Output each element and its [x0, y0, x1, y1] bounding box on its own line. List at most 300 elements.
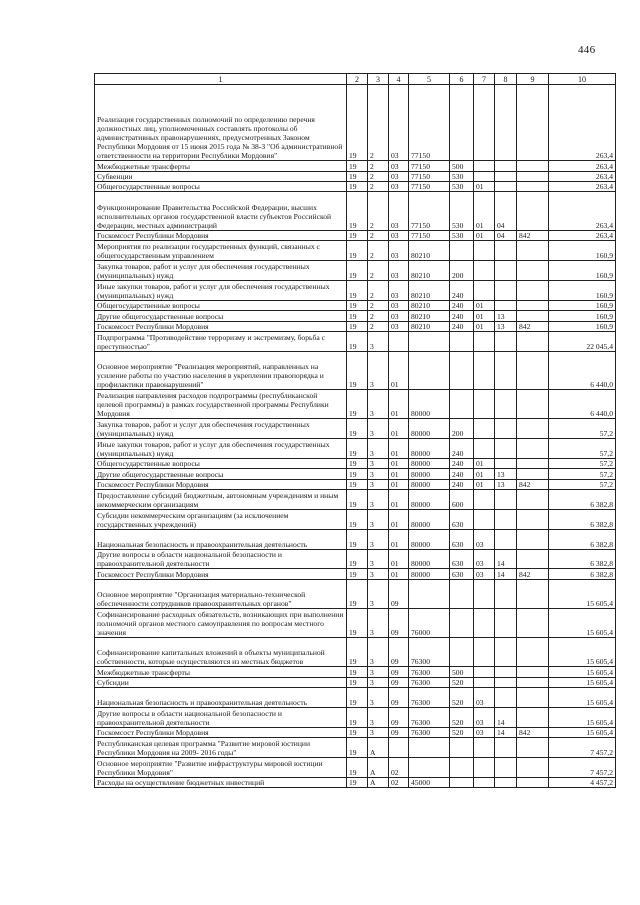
code-cell: 240 [450, 469, 474, 479]
code-cell: 19 [347, 459, 368, 469]
code-cell: 19 [347, 549, 368, 569]
code-cell [495, 300, 517, 310]
code-cell: 77150 [409, 181, 450, 191]
code-cell [517, 181, 549, 191]
code-cell: 520 [450, 727, 474, 737]
code-cell: 01 [474, 230, 495, 240]
amount-cell: 263,4 [549, 171, 616, 181]
table-row [95, 757, 616, 777]
code-cell: 842 [517, 479, 549, 489]
code-cell [517, 459, 549, 469]
code-cell [517, 667, 549, 677]
amount-cell: 6 382,8 [549, 529, 616, 549]
column-header: 9 [517, 74, 549, 85]
code-cell: 520 [450, 677, 474, 687]
amount-cell: 263,4 [549, 230, 616, 240]
code-cell: 80000 [409, 569, 450, 579]
row-name-cell: Реализация направления расходов подпрограммы (республиканской целевой программы) в рамках государственной программы Республики Мордовия [95, 390, 347, 419]
code-cell: 03 [389, 241, 409, 261]
row-name-cell: Подпрограмма "Противодействие терроризму и экстремизму, борьба с преступностью" [95, 331, 347, 351]
table-row [95, 321, 616, 331]
code-cell: 19 [347, 230, 368, 240]
code-cell [495, 677, 517, 687]
code-cell: 19 [347, 609, 368, 638]
code-cell: 3 [368, 609, 389, 638]
code-cell: 01 [389, 549, 409, 569]
code-cell: 19 [347, 241, 368, 261]
column-header: 5 [409, 74, 450, 85]
code-cell: 01 [389, 419, 409, 439]
code-cell: 630 [450, 549, 474, 569]
code-cell [450, 351, 474, 390]
code-cell: 01 [474, 479, 495, 489]
row-name-cell: Госкомсост Республики Мордовия [95, 569, 347, 579]
table-row [95, 569, 616, 579]
code-cell [474, 510, 495, 530]
code-cell: 03 [389, 181, 409, 191]
code-cell: 19 [347, 300, 368, 310]
code-cell: 80000 [409, 390, 450, 419]
table-row [95, 419, 616, 439]
code-cell [495, 757, 517, 777]
code-cell [495, 241, 517, 261]
code-cell: 3 [368, 490, 389, 510]
code-cell: 240 [450, 280, 474, 300]
row-name-cell: Госкомсост Республики Мордовия [95, 479, 347, 489]
code-cell [495, 161, 517, 171]
code-cell: А [368, 738, 389, 758]
code-cell: 19 [347, 85, 368, 161]
code-cell [517, 351, 549, 390]
code-cell: 03 [389, 161, 409, 171]
row-name-cell: Основное мероприятие "Развитие инфраструктуры мировой юстиции Республики Мордовия" [95, 757, 347, 777]
code-cell: 14 [495, 569, 517, 579]
amount-cell: 6 382,8 [549, 490, 616, 510]
row-name-cell: Функционирование Правительства Российской Федерации, высших исполнительных органов государственной власти субъектов Российской Федерации, местных администраций [95, 192, 347, 231]
code-cell: 3 [368, 459, 389, 469]
table-row [95, 230, 616, 240]
code-cell: 03 [389, 280, 409, 300]
code-cell [474, 638, 495, 667]
table-row [95, 667, 616, 677]
code-cell: 530 [450, 192, 474, 231]
code-cell [517, 510, 549, 530]
amount-cell: 15 605,4 [549, 727, 616, 737]
amount-cell: 263,4 [549, 192, 616, 231]
amount-cell: 6 440,0 [549, 390, 616, 419]
amount-cell: 6 382,8 [549, 569, 616, 579]
amount-cell: 160,9 [549, 280, 616, 300]
code-cell [450, 85, 474, 161]
row-name-cell: Иные закупки товаров, работ и услуг для обеспечения государственных (муниципальных) нужд [95, 439, 347, 459]
code-cell: 77150 [409, 230, 450, 240]
table-row [95, 311, 616, 321]
code-cell [495, 390, 517, 419]
code-cell: 3 [368, 638, 389, 667]
code-cell: 03 [389, 300, 409, 310]
code-cell: 80210 [409, 241, 450, 261]
code-cell: 530 [450, 171, 474, 181]
amount-cell: 263,4 [549, 181, 616, 191]
code-cell [517, 419, 549, 439]
column-header: 7 [474, 74, 495, 85]
code-cell [474, 609, 495, 638]
amount-cell: 57,2 [549, 479, 616, 489]
row-name-cell: Закупка товаров, работ и услуг для обеспечения государственных (муниципальных) нужд [95, 419, 347, 439]
code-cell: А [368, 777, 389, 787]
code-cell [474, 490, 495, 510]
table-row [95, 390, 616, 419]
code-cell: 842 [517, 727, 549, 737]
amount-cell: 15 605,4 [549, 677, 616, 687]
code-cell [517, 677, 549, 687]
code-cell [517, 757, 549, 777]
code-cell: 03 [389, 230, 409, 240]
code-cell: 842 [517, 321, 549, 331]
table-row [95, 727, 616, 737]
code-cell: 3 [368, 677, 389, 687]
code-cell: 19 [347, 569, 368, 579]
row-name-cell: Межбюджетные трансферты [95, 667, 347, 677]
code-cell: 01 [389, 529, 409, 549]
code-cell: 09 [389, 688, 409, 708]
code-cell: 19 [347, 351, 368, 390]
code-cell: 2 [368, 280, 389, 300]
code-cell: 630 [450, 529, 474, 549]
code-cell: 80000 [409, 549, 450, 569]
code-cell [474, 280, 495, 300]
code-cell [474, 331, 495, 351]
table-row [95, 777, 616, 787]
row-name-cell: Национальная безопасность и правоохранительная деятельность [95, 688, 347, 708]
code-cell [450, 579, 474, 608]
code-cell [495, 171, 517, 181]
code-cell: 76000 [409, 609, 450, 638]
code-cell: 03 [389, 321, 409, 331]
code-cell: 3 [368, 688, 389, 708]
table-row [95, 351, 616, 390]
code-cell: 630 [450, 569, 474, 579]
code-cell: 03 [474, 688, 495, 708]
code-cell: 2 [368, 241, 389, 261]
amount-cell: 4 457,2 [549, 777, 616, 787]
code-cell: 2 [368, 181, 389, 191]
code-cell [517, 777, 549, 787]
code-cell: 240 [450, 300, 474, 310]
code-cell [474, 390, 495, 419]
code-cell [495, 419, 517, 439]
code-cell: 80000 [409, 479, 450, 489]
code-cell [517, 171, 549, 181]
row-name-cell: Общегосударственные вопросы [95, 181, 347, 191]
code-cell: 19 [347, 161, 368, 171]
code-cell: 240 [450, 439, 474, 459]
table-row [95, 579, 616, 608]
code-cell: 03 [389, 171, 409, 181]
code-cell [517, 161, 549, 171]
code-cell: 80000 [409, 529, 450, 549]
table-row [95, 688, 616, 708]
code-cell: 03 [474, 707, 495, 727]
code-cell: 240 [450, 311, 474, 321]
row-name-cell: Другие вопросы в области национальной безопасности и правоохранительной деятельности [95, 549, 347, 569]
code-cell: 19 [347, 688, 368, 708]
code-cell [495, 579, 517, 608]
code-cell: 09 [389, 579, 409, 608]
code-cell: 03 [389, 261, 409, 281]
code-cell: 01 [474, 469, 495, 479]
code-cell [495, 638, 517, 667]
code-cell: 3 [368, 529, 389, 549]
code-cell [517, 609, 549, 638]
amount-cell: 6 382,8 [549, 510, 616, 530]
page-number: 446 [578, 44, 596, 56]
code-cell: 3 [368, 569, 389, 579]
code-cell: 01 [389, 569, 409, 579]
code-cell: 03 [389, 85, 409, 161]
code-cell: 200 [450, 419, 474, 439]
code-cell: 2 [368, 171, 389, 181]
code-cell: 01 [389, 351, 409, 390]
column-header: 2 [347, 74, 368, 85]
code-cell [474, 738, 495, 758]
code-cell: 3 [368, 549, 389, 569]
table-row [95, 280, 616, 300]
row-name-cell: Субсидии [95, 677, 347, 687]
code-cell: 01 [474, 181, 495, 191]
code-cell: 80000 [409, 459, 450, 469]
code-cell [474, 419, 495, 439]
column-header: 10 [549, 74, 616, 85]
code-cell: 2 [368, 85, 389, 161]
code-cell: 04 [495, 192, 517, 231]
code-cell: 45000 [409, 777, 450, 787]
code-cell: 76300 [409, 677, 450, 687]
code-cell: 240 [450, 459, 474, 469]
code-cell: 80210 [409, 300, 450, 310]
code-cell: 2 [368, 192, 389, 231]
code-cell: 03 [474, 529, 495, 549]
code-cell: 80000 [409, 469, 450, 479]
code-cell: 2 [368, 300, 389, 310]
table-row [95, 192, 616, 231]
code-cell [389, 738, 409, 758]
table-row [95, 469, 616, 479]
table-row [95, 181, 616, 191]
code-cell: 14 [495, 707, 517, 727]
code-cell: 01 [389, 469, 409, 479]
code-cell [517, 688, 549, 708]
table-row [95, 549, 616, 569]
code-cell: 80000 [409, 419, 450, 439]
amount-cell: 15 605,4 [549, 667, 616, 677]
code-cell [495, 459, 517, 469]
table-row [95, 609, 616, 638]
code-cell: 09 [389, 667, 409, 677]
code-cell: 19 [347, 579, 368, 608]
code-cell [450, 331, 474, 351]
row-name-cell: Основное мероприятие "Реализация мероприятий, направленных на усиление работы по участию населения в укреплении правопорядка и профилактики правонарушений" [95, 351, 347, 390]
table-row [95, 171, 616, 181]
code-cell: 80210 [409, 280, 450, 300]
code-cell: 2 [368, 321, 389, 331]
amount-cell: 57,2 [549, 439, 616, 459]
code-cell [517, 85, 549, 161]
row-name-cell: Госкомсост Республики Мордовия [95, 230, 347, 240]
amount-cell: 6 440,0 [549, 351, 616, 390]
code-cell: 19 [347, 777, 368, 787]
code-cell [495, 738, 517, 758]
code-cell [495, 490, 517, 510]
code-cell: 19 [347, 331, 368, 351]
table-row [95, 261, 616, 281]
code-cell: 01 [389, 390, 409, 419]
code-cell [474, 439, 495, 459]
code-cell: 19 [347, 738, 368, 758]
code-cell: 77150 [409, 192, 450, 231]
code-cell: 520 [450, 688, 474, 708]
column-header: 6 [450, 74, 474, 85]
code-cell: 3 [368, 479, 389, 489]
table-row [95, 161, 616, 171]
code-cell [474, 579, 495, 608]
code-cell [450, 241, 474, 261]
code-cell [474, 261, 495, 281]
table-row [95, 241, 616, 261]
code-cell: 3 [368, 331, 389, 351]
code-cell [474, 171, 495, 181]
code-cell: 19 [347, 469, 368, 479]
code-cell: 19 [347, 677, 368, 687]
code-cell: 80000 [409, 510, 450, 530]
code-cell: 842 [517, 230, 549, 240]
code-cell [517, 529, 549, 549]
code-cell: 2 [368, 161, 389, 171]
code-cell: 76300 [409, 727, 450, 737]
code-cell [474, 161, 495, 171]
code-cell [517, 331, 549, 351]
code-cell [517, 280, 549, 300]
code-cell: 19 [347, 727, 368, 737]
column-header: 3 [368, 74, 389, 85]
code-cell: 2 [368, 230, 389, 240]
amount-cell: 15 605,4 [549, 609, 616, 638]
code-cell: 19 [347, 757, 368, 777]
code-cell [517, 439, 549, 459]
code-cell: 3 [368, 707, 389, 727]
code-cell: 3 [368, 579, 389, 608]
amount-cell: 15 605,4 [549, 579, 616, 608]
code-cell: 3 [368, 419, 389, 439]
code-cell: 19 [347, 667, 368, 677]
code-cell: 530 [450, 230, 474, 240]
amount-cell: 57,2 [549, 419, 616, 439]
code-cell: 80210 [409, 321, 450, 331]
amount-cell: 15 605,4 [549, 638, 616, 667]
code-cell [450, 757, 474, 777]
code-cell: 3 [368, 667, 389, 677]
amount-cell: 263,4 [549, 85, 616, 161]
code-cell: 19 [347, 280, 368, 300]
amount-cell: 7 457,2 [549, 757, 616, 777]
code-cell [474, 667, 495, 677]
code-cell: 76300 [409, 707, 450, 727]
table-row [95, 510, 616, 530]
table-row [95, 331, 616, 351]
code-cell: 01 [474, 311, 495, 321]
code-cell [517, 549, 549, 569]
code-cell [474, 677, 495, 687]
table-row [95, 707, 616, 727]
row-name-cell: Другие общегосударственные вопросы [95, 311, 347, 321]
code-cell [409, 351, 450, 390]
code-cell: 19 [347, 181, 368, 191]
amount-cell: 160,9 [549, 321, 616, 331]
row-name-cell: Госкомсост Республики Мордовия [95, 727, 347, 737]
amount-cell: 22 045,4 [549, 331, 616, 351]
amount-cell: 160,9 [549, 300, 616, 310]
amount-cell: 7 457,2 [549, 738, 616, 758]
table-row [95, 529, 616, 549]
code-cell [517, 490, 549, 510]
code-cell [409, 738, 450, 758]
amount-cell: 15 605,4 [549, 688, 616, 708]
row-name-cell: Другие общегосударственные вопросы [95, 469, 347, 479]
code-cell [495, 609, 517, 638]
code-cell [495, 181, 517, 191]
code-cell [474, 351, 495, 390]
code-cell [517, 300, 549, 310]
table-row [95, 459, 616, 469]
code-cell: 19 [347, 510, 368, 530]
code-cell [517, 469, 549, 479]
code-cell [474, 85, 495, 161]
code-cell: 600 [450, 490, 474, 510]
row-name-cell: Мероприятия по реализации государственных функций, связанных с общегосударственным управлением [95, 241, 347, 261]
code-cell [450, 638, 474, 667]
code-cell [495, 351, 517, 390]
code-cell: 77150 [409, 161, 450, 171]
code-cell: 09 [389, 638, 409, 667]
code-cell: 01 [474, 300, 495, 310]
code-cell: 80210 [409, 261, 450, 281]
code-cell [474, 777, 495, 787]
table-header-row [95, 74, 616, 85]
table-row [95, 479, 616, 489]
code-cell: 630 [450, 510, 474, 530]
code-cell: 19 [347, 638, 368, 667]
code-cell: 3 [368, 727, 389, 737]
code-cell [495, 261, 517, 281]
code-cell [409, 579, 450, 608]
code-cell: 14 [495, 549, 517, 569]
code-cell [450, 390, 474, 419]
code-cell [517, 390, 549, 419]
code-cell [495, 331, 517, 351]
code-cell [495, 777, 517, 787]
code-cell: 13 [495, 311, 517, 321]
table-row [95, 300, 616, 310]
table-row [95, 490, 616, 510]
code-cell: 13 [495, 479, 517, 489]
code-cell [517, 579, 549, 608]
code-cell: 01 [389, 479, 409, 489]
code-cell: 19 [347, 529, 368, 549]
column-header: 8 [495, 74, 517, 85]
code-cell: 19 [347, 479, 368, 489]
code-cell: 19 [347, 311, 368, 321]
row-name-cell: Другие вопросы в области национальной безопасности и правоохранительной деятельности [95, 707, 347, 727]
